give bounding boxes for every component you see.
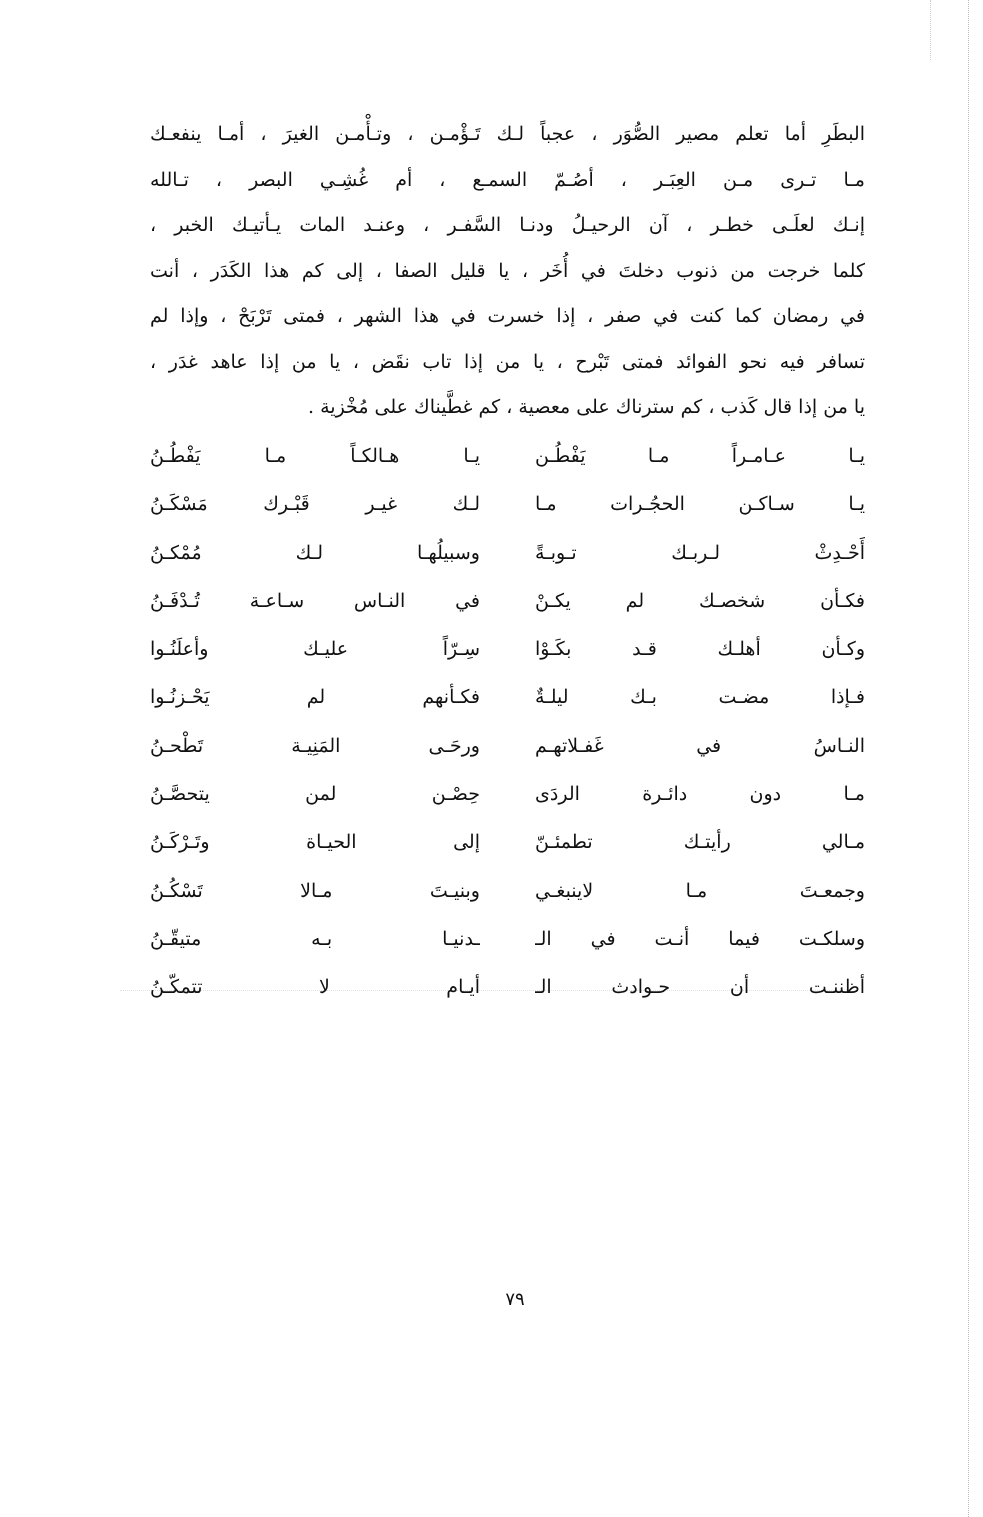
prose-line: كلما خرجت من ذنوب دخلتَ في أُخَر ، يا قليل الصفا ، إلى كم هذا الكَدَر ، أنت <box>150 259 865 282</box>
poem-verse <box>150 818 865 866</box>
poem-first-hemistich: أَحْـدِثْ لـربـك تـوبـةً <box>535 541 865 564</box>
page-number: ٧٩ <box>505 1289 525 1310</box>
poem-first-hemistich: وجمعـتَ مـا لاينبغـي <box>535 879 865 902</box>
poem-second-hemistich: ـدنيـا بـه متيقّـنُ <box>150 927 480 950</box>
poem-first-hemistich: أظننـت أن حـوادث الـ <box>535 976 865 999</box>
poem <box>150 432 865 1012</box>
poem-second-hemistich: فكـأنهم لم يَحْـزنُـوا <box>150 686 480 709</box>
poem-first-hemistich: فكـأن شخصـك لم يكـنْ <box>535 589 865 612</box>
poem-first-hemistich: وسلكـت فيما أنـت في الـ <box>535 927 865 950</box>
poem-verse <box>150 770 865 818</box>
poem-second-hemistich: أيـام لا تتمكّـنُ <box>150 976 480 999</box>
poem-verse <box>150 480 865 528</box>
poem-second-hemistich: ورحَـى المَنِيـة تَطْحـنُ <box>150 734 480 757</box>
poem-first-hemistich: وكـأن أهلـك قـد بكَـوْا <box>535 638 865 661</box>
poem-verse <box>150 529 865 577</box>
poem-verse <box>150 625 865 673</box>
poem-first-hemistich: فـإذا مضـت بـك ليلـةٌ <box>535 686 865 709</box>
poem-first-hemistich: النـاسُ في غَفـلاتهـم <box>535 734 865 757</box>
prose-line: مـا تـرى مـن العِبَـر ، أصُـمّ السمـع ، أم غُشِـي البصر ، تـالله <box>150 168 865 191</box>
prose-line: يا من إذا قال كَذب ، كم سترناك على معصية ، كم غطَّيناك على مُخْزية . <box>308 396 865 418</box>
poem-second-hemistich: لـك غيـر قَبْـرك مَسْكَـنُ <box>150 493 480 516</box>
poem-second-hemistich: وسبيلُهـا لـك مُمْكـنُ <box>150 541 480 564</box>
poem-verse <box>150 867 865 915</box>
poem-verse <box>150 432 865 480</box>
poem-second-hemistich: في النـاس سـاعـة تُـدْفَـنُ <box>150 589 480 612</box>
prose-line: تسافر فيه نحو الفوائد فمتى تَبْرح ، يا من إذا تاب نقَض ، يا من إذا عاهد غدَر ، <box>150 350 865 373</box>
scan-edge-mark <box>930 0 931 60</box>
prose-line: البطَرِ أما تعلم مصير الصُّوَر ، عجباً لـك تَـؤْمـن ، وتـأْمـن الغيرَ ، أمـا ينفعـك <box>150 123 865 145</box>
poem-first-hemistich: يـا سـاكـن الحجُـرات مـا <box>535 493 865 516</box>
poem-second-hemistich: إلى الحيـاة وتَـرْكَـنُ <box>150 831 480 854</box>
poem-first-hemistich: مـا دون دائـرة الردَى <box>535 783 865 806</box>
poem-verse <box>150 722 865 770</box>
poem-first-hemistich: يـا عـامـراً مـا يَفْطُـن <box>535 445 865 467</box>
poem-verse <box>150 915 865 963</box>
prose-line: في رمضان كما كنت في صفر ، إذا خسرت في هذا الشهر ، فمتى تَرْبَحْ ، وإذا لم <box>150 305 865 327</box>
poem-verse <box>150 673 865 721</box>
poem-verse <box>150 963 865 1011</box>
poem-second-hemistich: وبنيـتَ مـالا تَسْكُـنُ <box>150 879 480 902</box>
poem-second-hemistich: يـا هـالكـاً مـا يَفْطُـنُ <box>150 445 480 467</box>
poem-verse <box>150 577 865 625</box>
poem-second-hemistich: حِصْـن لمن يتحصَّـنُ <box>150 783 480 806</box>
poem-first-hemistich: مـالي رأيتـك تطمئـنّ <box>535 831 865 854</box>
scan-edge-line <box>968 0 969 1517</box>
prose-line: إنـك لعلَـى خطـر ، آن الرحيـلُ ودنـا السَّفـر ، وعنـد المات يـأتيـك الخبر ، <box>150 214 865 236</box>
prose-paragraph <box>150 112 865 431</box>
poem-second-hemistich: سِـرّاً عليـك وأعلَنُـوا <box>150 638 480 661</box>
